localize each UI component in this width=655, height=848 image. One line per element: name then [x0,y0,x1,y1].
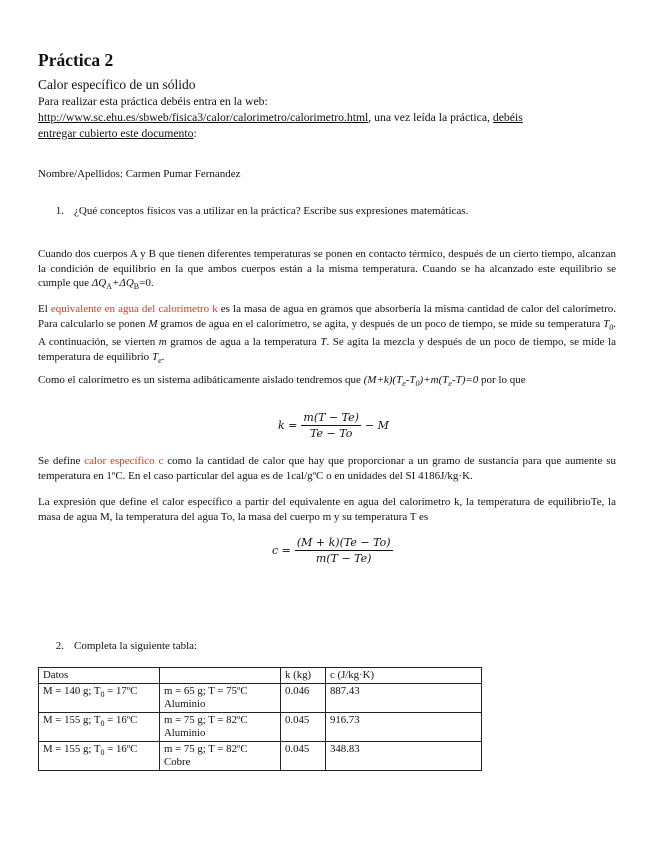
table-row [39,713,482,742]
intro-middle: , una vez leída la práctica, [368,111,493,124]
question-2 [38,640,616,652]
intro-underlined-1: debéis [492,111,523,124]
table-cell: 348.83 [326,742,482,771]
cell-text: m = 75 g; T = 82ºC [164,743,248,755]
p3-sub3: e [448,379,452,389]
table-row [39,742,482,771]
table-cell: 0.046 [281,684,326,713]
page-title: Práctica 2 [38,50,114,70]
specific-heat-term: calor específico c [84,455,164,467]
answer-paragraph-3 [38,373,616,392]
question-2-text: Completa la siguiente tabla: [74,640,198,652]
p2-c: . A continuación, se vierten [38,317,617,349]
table-header [160,668,281,684]
student-label: Nombre/Apellidos: [38,168,123,180]
table-cell: 887.43 [326,684,482,713]
table-header-row [39,668,482,684]
cell-text: m = 75 g; T = 82ºC [164,714,248,726]
cell-text: = 16ºC [104,714,138,726]
p2-a: es la masa de agua en gramos que absorbería la misma cantidad de calor del calorímetro. Para calcularlo se ponen [38,303,617,330]
p1-sub-a: A [106,282,112,292]
p2-b: gramos de agua en el calorímetro, se agita, y después de un poco de tiempo, se mide su temperatura [157,317,604,330]
cell-sub: 0 [100,719,105,729]
answer-paragraph-2 [38,302,616,369]
answer-paragraph-5 [38,495,616,524]
intro-text: Para realizar esta práctica debéis entra en la web: [38,95,268,108]
p4-a: como la cantidad de calor que hay que proporcionar a un gramo de sustancia para que aumente su temperatura en 1ºC. En el caso particular del agua es de 1cal/gºC o en unidades del SI 4186J/kg·K. [38,455,616,482]
formula-k [278,411,389,440]
p1-end: =0. [139,277,154,290]
cell-sub: 0 [100,748,105,758]
p1-sub-b: B [133,282,140,292]
results-table [38,667,482,771]
p2-d: gramos de agua a la temperatura [166,336,321,349]
cell-text: = 16ºC [104,743,138,755]
table-cell [39,684,160,713]
page-subtitle: Calor específico de un sólido [38,77,196,92]
p3-b: por lo que [478,374,526,386]
table-header: k (kg) [281,668,326,684]
intro-underlined-2: entregar cubierto este documento [38,127,194,140]
p3-sub1: e [402,379,406,389]
table-cell [160,713,281,742]
intro-end: : [193,127,197,140]
cell-text: = 17ºC [104,685,138,697]
question-1 [38,205,616,217]
question-1-number: 1. [55,205,64,217]
table-cell: 916.73 [326,713,482,742]
p3-eq4: -T)=0 [451,374,479,386]
table-cell [160,742,281,771]
p2-T: T [320,336,327,349]
formula-c-numerator: (M + k)(Te − To) [296,536,391,549]
table-row [39,684,482,713]
table-cell: 0.045 [281,742,326,771]
cell-text: M = 155 g; T [43,714,101,726]
formula-k-lhs: k = [278,419,298,432]
cell-text: Aluminio [164,698,206,710]
p5-text: La expresión que define el calor específico a partir del equivalente en agua del calorímetro k, la temperatura de equilibrioTe, la masa de agua M, la temperatura del agua To, la masa del cuerpo m y su temperatura T es [38,496,616,523]
p2-T0-sub: 0 [609,322,614,332]
p2-M: M [148,317,158,330]
student-name: Carmen Pumar Fernandez [125,168,241,180]
question-2-number: 2. [55,640,64,652]
p2-e: . Se agita la mezcla y después de un poco de tiempo, se mide la temperatura de equilibrio [38,336,617,363]
formula-k-fraction [301,411,361,440]
p2-T0: T [603,317,610,330]
p2-Te: T [151,350,159,363]
p1-text: Cuando dos cuerpos A y B que tienen diferentes temperaturas se ponen en contacto térmico, después de un cierto tiempo, alcanzan la condición de equilibrio en la que ambos cuerpos están a la misma temperatura. Cuando se ha alcanzado este equilibrio se cumple que [38,248,616,290]
p3-a: Como el calorímetro es un sistema adibáticamente aislado tendremos que [38,374,364,386]
p2-Te-sub: e [158,356,162,366]
p2-f: . [161,350,165,363]
intro-paragraph [38,94,616,142]
p2-pre: El [38,303,51,315]
p3-eq2: -T [405,374,416,386]
cell-text: m = 65 g; T = 75ºC [164,685,248,697]
formula-c-denominator: m(T − Te) [315,552,372,565]
p2-m: m [158,336,167,349]
answer-paragraph-1 [38,247,616,295]
formula-k-numerator: m(T − Te) [303,411,359,424]
table-cell [39,742,160,771]
cell-text: M = 140 g; T [43,685,101,697]
p1-eq-b: +ΔQ [111,277,134,290]
cell-text: Aluminio [164,727,206,739]
p3-eq1: (M+k)(T [363,374,403,386]
p3-sub2: 0 [415,379,420,389]
equivalent-term: equivalente en agua del calorímetro k [50,303,218,315]
formula-k-rhs: − M [364,419,389,432]
answer-paragraph-4 [38,454,616,483]
formula-c-fraction [295,536,393,565]
formula-c-lhs: c = [272,544,291,557]
p3-eq3: )+m(T [419,374,449,386]
table-cell: 0.045 [281,713,326,742]
formula-k-denominator: Te − To [310,427,353,440]
question-1-text: ¿Qué conceptos físicos vas a utilizar en la práctica? Escribe sus expresiones matemáticas. [74,205,469,217]
student-line [38,167,616,182]
table-header: c (J/kg·K) [326,668,482,684]
table-cell [160,684,281,713]
p4-pre: Se define [38,455,85,467]
p1-eq-a: ΔQ [91,277,107,290]
table-cell [39,713,160,742]
cell-text: M = 155 g; T [43,743,101,755]
cell-sub: 0 [100,690,105,700]
practice-link[interactable]: http://www.sc.ehu.es/sbweb/fisica3/calor/calorimetro/calorimetro.html [38,111,369,124]
cell-text: Cobre [164,756,191,768]
table-header: Datos [39,668,160,684]
formula-c [272,536,397,565]
